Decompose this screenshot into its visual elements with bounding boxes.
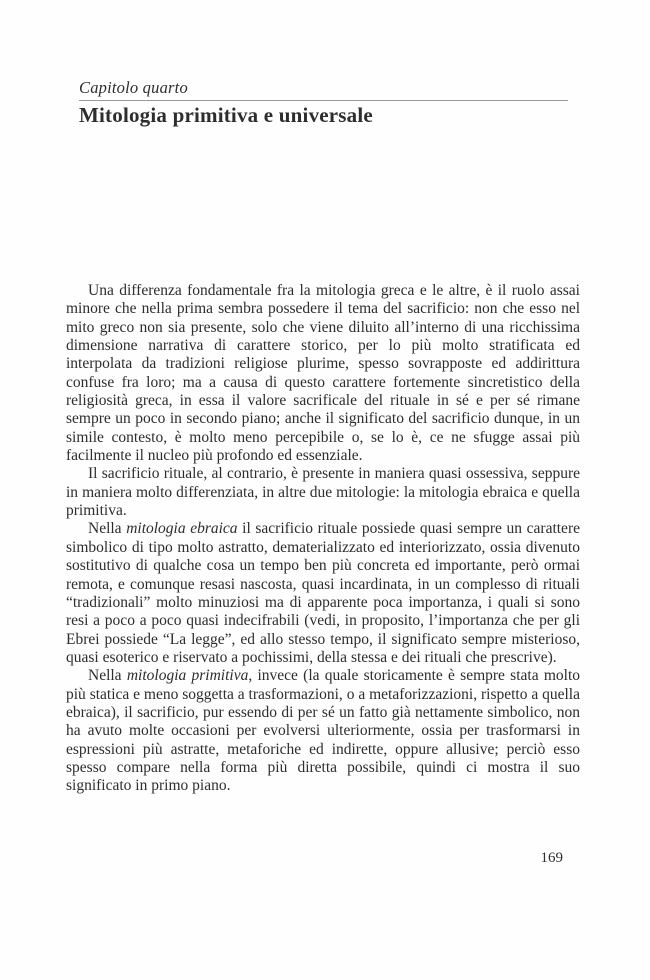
- body-text: [66, 282, 580, 796]
- italic-phrase: mitologia ebraica: [126, 520, 238, 538]
- page-number: 169: [540, 850, 563, 866]
- paragraph: [66, 520, 580, 667]
- text-run: il sacrificio rituale possiede quasi sempre un carattere simbolico di tipo molto astratto, dematerializzato ed interiorizzato, ossia divenuto sostitutivo di qualche cosa un tempo ben più concreta ed importante, però ormai remota, e comunque resasi nascosta, quasi incardinata, in un complesso di rituali “tradizionali” molto minuziosi ma di apparente poca importanza, i quali si sono resi a poco a poco quasi indecifrabili (vedi, in proposito, l’importanza che per gli Ebrei possiede “La legge”, ed allo stesso tempo, il significato sempre misterioso, quasi esoterico e riservato a pochissimi, della stessa e dei rituali che prescrive).: [66, 520, 580, 666]
- text-run: Il sacrificio rituale, al contrario, è presente in maniera quasi ossessiva, seppure in maniera molto differenziata, in altre due mitologie: la mitologia ebraica e quella primitiva.: [66, 465, 580, 520]
- text-run: , invece (la quale storicamente è sempre stata molto più statica e meno soggetta a trasformazioni, o a metaforizzazioni, rispetto a quella ebraica), il sacrificio, pur essendo di per sé un fatto già nettamente simbolico, non ha avuto molte occasioni per evolversi ulteriormente, ossia per trasformarsi in espressioni più astratte, metaforiche ed indirette, oppure allusive; perciò esso spesso compare nella forma più diretta possibile, quindi ci mostra il suo significato in primo piano.: [66, 667, 581, 795]
- page-footer: [541, 849, 564, 867]
- page-title: Mitologia primitiva e universale: [79, 103, 373, 127]
- italic-phrase: mitologia primitiva: [126, 667, 249, 685]
- paragraph: [66, 667, 580, 795]
- paragraph: [66, 282, 580, 465]
- chapter-header: [79, 79, 568, 127]
- text-run: Nella: [88, 520, 127, 538]
- chapter-label: Capitolo quarto: [79, 79, 568, 101]
- paragraph: [66, 465, 580, 520]
- text-run: Nella: [88, 667, 127, 685]
- text-run: Una differenza fondamentale fra la mitologia greca e le altre, è il ruolo assai minore che nella prima sembra possedere il tema del sacrificio: non che esso nel mito greco non sia presente, solo che viene diluito all’interno di una ricchissima dimensione narrativa di carattere storico, per lo più molto stratificata ed interpolata da tradizioni religiose plurime, spesso sovrapposte ed addirittura confuse fra loro; ma a causa di questo carattere fortemente sincretistico della religiosità greca, in essa il valore sacrificale del rituale in sé e per sé rimane sempre un poco in secondo piano; anche il significato del sacrificio dunque, in un simile contesto, è molto meno percepibile o, se lo è, ce ne sfugge assai più facilmente il nucleo più profondo ed essenziale.: [66, 282, 580, 465]
